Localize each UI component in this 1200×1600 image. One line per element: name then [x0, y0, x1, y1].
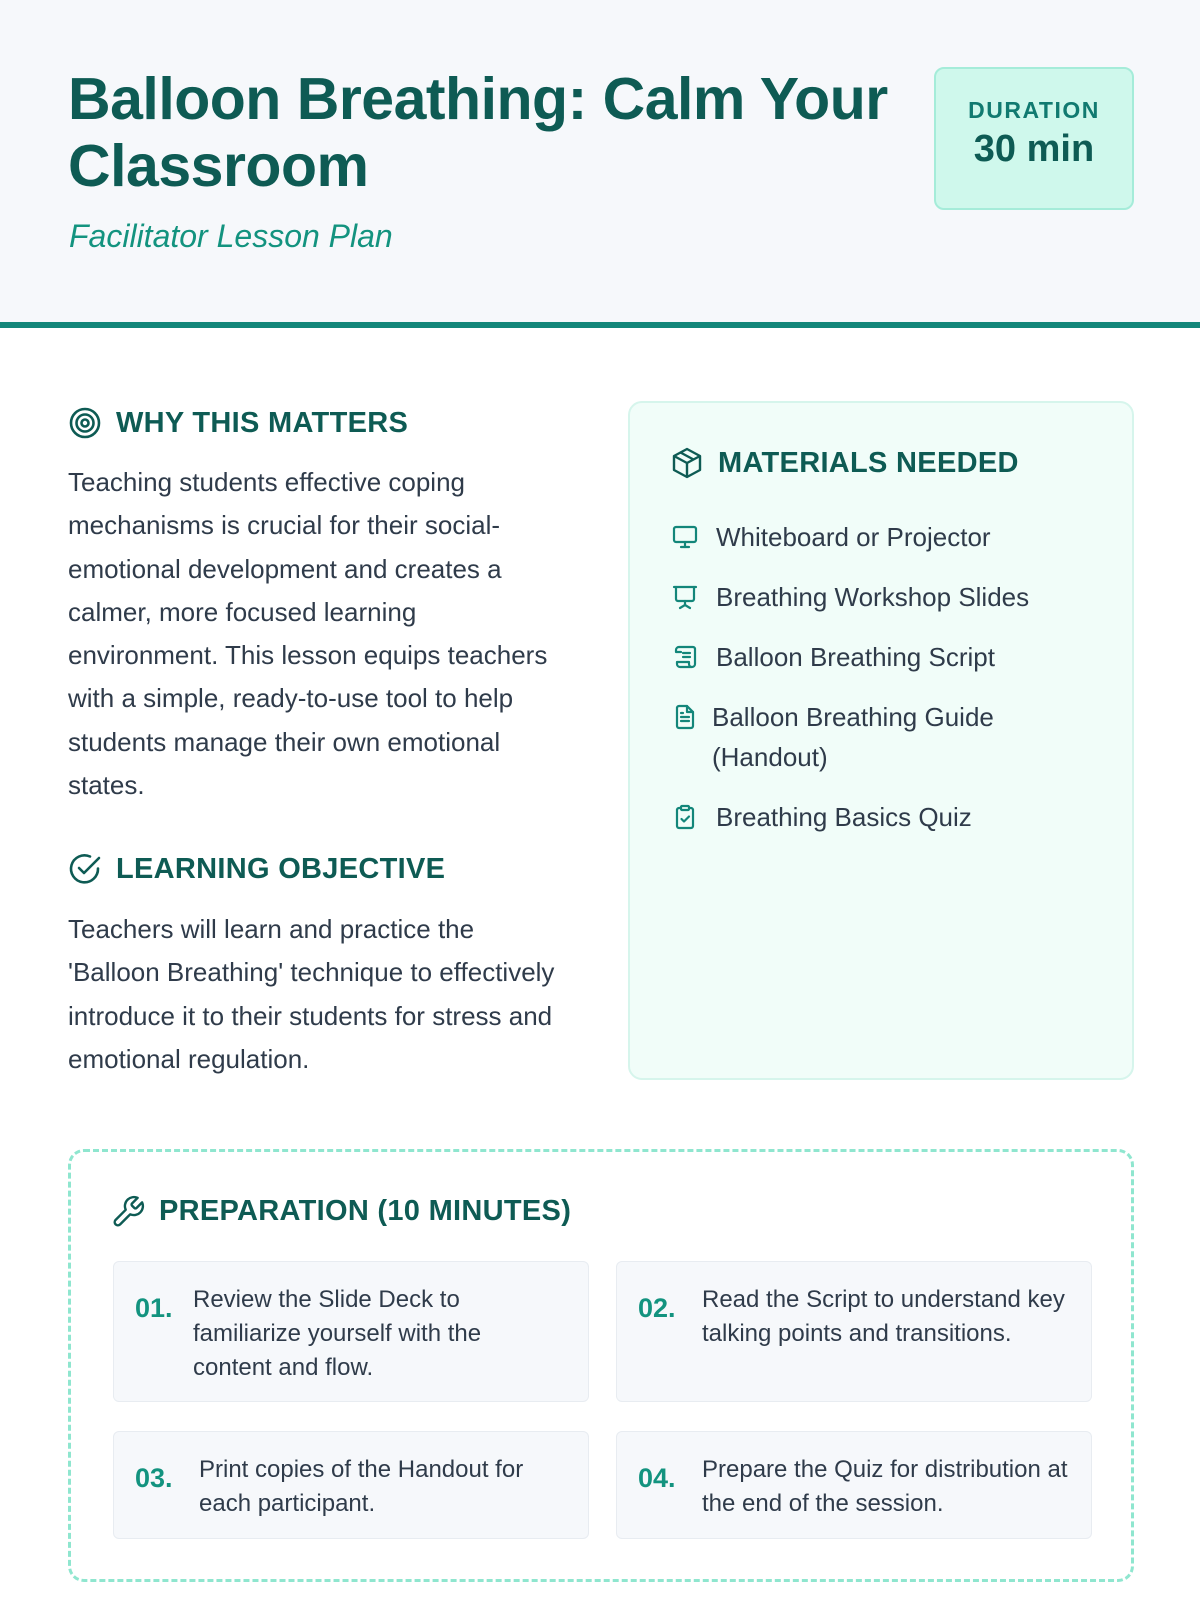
duration-label: DURATION	[968, 97, 1100, 123]
duration-value: 30 min	[973, 128, 1095, 170]
step-number: 03.	[135, 1463, 173, 1493]
objective-heading	[68, 852, 445, 886]
material-label: Breathing Workshop Slides	[716, 582, 1030, 612]
clipboard-check-icon	[670, 797, 700, 837]
objective-heading-text: LEARNING OBJECTIVE	[116, 852, 446, 885]
preparation-card	[68, 1149, 1134, 1582]
material-item	[670, 797, 972, 837]
material-item	[670, 697, 1110, 777]
material-label: Balloon Breathing Script	[716, 642, 995, 672]
check-circle-icon	[68, 852, 102, 886]
box-icon	[670, 446, 704, 480]
material-item	[670, 577, 1029, 617]
step-number: 01.	[135, 1293, 173, 1323]
why-heading	[68, 406, 408, 440]
target-icon	[68, 406, 102, 440]
material-item	[670, 517, 991, 557]
page-subtitle: Facilitator Lesson Plan	[69, 218, 393, 254]
prep-step	[113, 1261, 589, 1402]
step-number: 04.	[638, 1463, 676, 1493]
objective-text: Teachers will learn and practice the 'Balloon Breathing' technique to effectively introduce it to their students for stress and emotional regulation.	[68, 914, 555, 1074]
step-text: Review the Slide Deck to familiarize yourself with the content and flow.	[193, 1286, 482, 1381]
preparation-heading-text: PREPARATION (10 MINUTES)	[159, 1194, 572, 1227]
page-title: Balloon Breathing: Calm Your Classroom	[68, 66, 888, 199]
prep-step	[616, 1431, 1092, 1539]
monitor-icon	[670, 517, 700, 557]
material-label: Whiteboard or Projector	[716, 522, 991, 552]
materials-heading	[670, 446, 1019, 480]
material-item	[670, 637, 995, 677]
why-heading-text: WHY THIS MATTERS	[116, 406, 409, 439]
step-text: Read the Script to understand key talking points and transitions.	[702, 1286, 1065, 1347]
file-text-icon	[670, 697, 700, 737]
presentation-icon	[670, 577, 700, 617]
scroll-icon	[670, 637, 700, 677]
materials-heading-text: MATERIALS NEEDED	[718, 446, 1019, 479]
materials-card	[628, 401, 1134, 1080]
why-text: Teaching students effective coping mechanisms is crucial for their social-emotional development and creates a calmer, more focused learning environment. This lesson equips teachers with a simple, ready-to-use tool to help students manage their own emotional states.	[68, 467, 548, 801]
prep-step	[616, 1261, 1092, 1402]
material-label: Balloon Breathing Guide (Handout)	[712, 702, 994, 772]
step-text: Prepare the Quiz for distribution at the end of the session.	[702, 1456, 1068, 1517]
duration-badge	[934, 67, 1134, 210]
step-number: 02.	[638, 1293, 676, 1323]
page-header	[0, 0, 1200, 328]
prep-step	[113, 1431, 589, 1539]
preparation-heading	[111, 1194, 571, 1228]
step-text: Print copies of the Handout for each participant.	[199, 1456, 524, 1517]
wrench-icon	[111, 1194, 145, 1228]
material-label: Breathing Basics Quiz	[716, 802, 972, 832]
